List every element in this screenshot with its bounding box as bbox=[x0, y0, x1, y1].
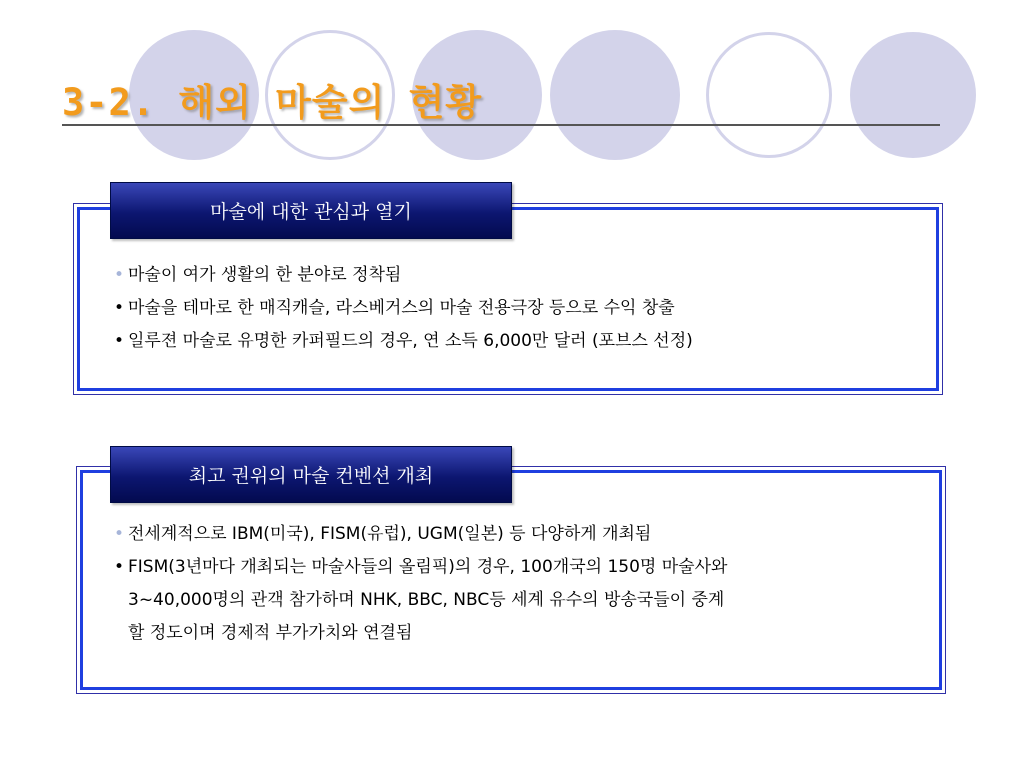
list-item bbox=[114, 292, 924, 325]
list-item-text: 마술을 테마로 한 매직캐슬, 라스베거스의 마술 전용극장 등으로 수익 창출 bbox=[128, 298, 675, 318]
list-item-continuation bbox=[114, 584, 934, 617]
list-item bbox=[114, 551, 934, 584]
list-item-text: 마술이 여가 생활의 한 분야로 정착됨 bbox=[128, 265, 402, 285]
section-header-convention: 최고 권위의 마술 컨벤션 개최 bbox=[110, 446, 512, 503]
list-item-text: 3~40,000명의 관객 참가하며 NHK, BBC, NBC등 세계 유수의 방송국들이 중계 bbox=[128, 590, 725, 610]
list-item-text: 할 정도이며 경제적 부가가치와 연결됨 bbox=[128, 623, 413, 643]
decor-circle-6 bbox=[850, 32, 976, 158]
bullet-dot: • bbox=[114, 331, 125, 351]
list-item bbox=[114, 259, 924, 292]
decor-circle-5 bbox=[706, 32, 832, 158]
list-item-text: 전세계적으로 IBM(미국), FISM(유럽), UGM(일본) 등 다양하게 개최됨 bbox=[128, 524, 652, 544]
bullet-dot: • bbox=[114, 265, 125, 285]
title-divider bbox=[62, 124, 940, 126]
decor-circle-4 bbox=[550, 30, 680, 160]
list-item bbox=[114, 518, 934, 551]
list-item bbox=[114, 325, 924, 358]
list-item-text: 일루젼 마술로 유명한 카퍼필드의 경우, 연 소득 6,000만 달러 (포브스 선정) bbox=[128, 331, 693, 351]
bullet-list-convention bbox=[114, 518, 934, 650]
slide-title: 3-2. 해외 마술의 현황 bbox=[62, 81, 483, 124]
list-item-text: FISM(3년마다 개최되는 마술사들의 올림픽)의 경우, 100개국의 150명 마술사와 bbox=[128, 557, 728, 577]
bullet-dot: • bbox=[114, 298, 125, 318]
section-header-interest: 마술에 대한 관심과 열기 bbox=[110, 182, 512, 239]
bullet-dot: • bbox=[114, 557, 125, 577]
bullet-dot: • bbox=[114, 524, 125, 544]
list-item-continuation bbox=[114, 617, 934, 650]
bullet-list-interest bbox=[114, 259, 924, 358]
